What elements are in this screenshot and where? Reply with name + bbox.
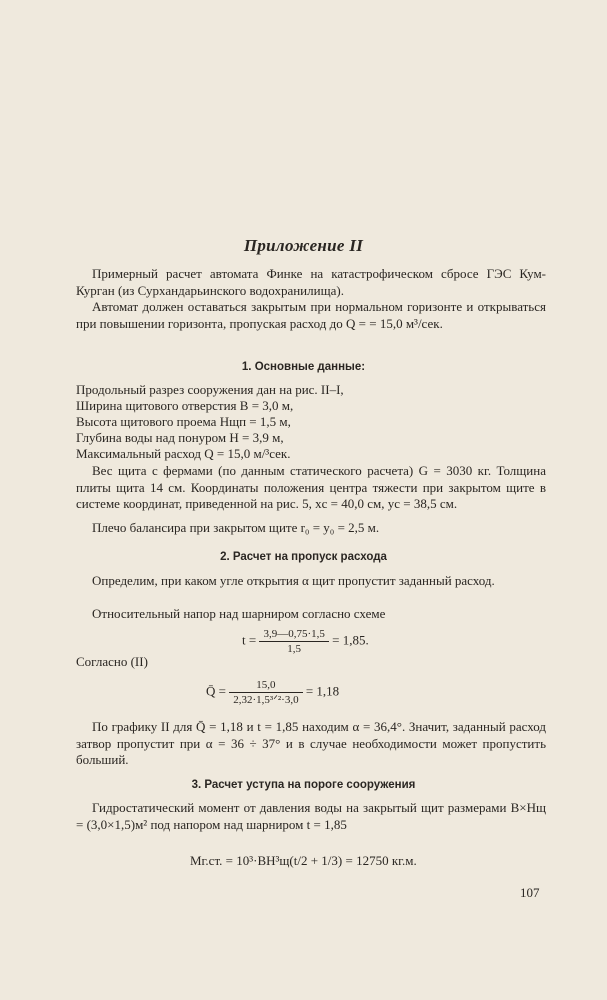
section-2-title: 2. Расчет на пропуск расхода (220, 551, 387, 563)
data-line-5: Максимальный расход Q = 15,0 м/³сек. (76, 446, 291, 461)
section-2-paragraph-1: Определим, при каком угле открытия α щит пропустит заданный расход. (92, 573, 495, 588)
intro-paragraph-2: Автомат должен оставаться закрытым при нормальном горизонте и открываться при повышении горизонта, пропуская расход до Q = = 15,0 м³/сек. (76, 299, 546, 331)
section-3-paragraph-1: Гидростатический момент от давления воды на закрытый щит размерами B×Hщ = (3,0×1,5)м² под напором над шарниром t = 1,85 (76, 800, 546, 832)
data-line-4: Глубина воды над понуром H = 3,9 м, (76, 430, 284, 445)
data-line-2: Ширина щитового отверстия B = 3,0 м, (76, 398, 294, 413)
formula-1-fraction (259, 627, 328, 656)
appendix-title: Приложение II (243, 236, 364, 255)
section-2-paragraph-4: По графику II для Q̄ = 1,18 и t = 1,85 находим α = 36,4°. Значит, заданный расход затвор пропустит при α = 36 ÷ 37° и в случае необходимости может пропустить больший. (76, 719, 546, 767)
section-1-title: 1. Основные данные: (241, 361, 366, 373)
section-3-title: 3. Расчет уступа на пороге сооружения (191, 779, 416, 791)
formula-hydrostatic-moment: Mг.ст. = 10³·BH³щ(t/2 + 1/3) = 12750 кг.м. (190, 853, 417, 868)
formula-discharge (206, 678, 339, 707)
formula-1-rhs: = 1,85. (332, 632, 369, 648)
formula-1-denominator: 1,5 (287, 643, 302, 655)
formula-2-fraction (229, 678, 302, 707)
formula-1-lhs: t = (242, 632, 257, 648)
formula-1-numerator: 3,9—0,75·1,5 (259, 627, 328, 642)
section-2-paragraph-2: Относительный напор над шарниром согласно схеме (92, 606, 386, 621)
formula-2-lhs: Q̄ = (206, 683, 226, 699)
section-2-paragraph-3: Согласно (II) (76, 654, 148, 669)
page-number: 107 (520, 885, 540, 900)
weight-paragraph: Вес щита с фермами (по данным статического расчета) G = 3030 кг. Толщина плиты щита 14 см. Координаты положения центра тяжести при закрытом щите в системе координат, приведенной на рис. 5, xc = 40,0 см, yc = 38,5 см. (76, 463, 546, 511)
data-line-3: Высота щитового проема Hщп = 1,5 м, (76, 414, 291, 429)
balancer-arm-paragraph: Плечо балансира при закрытом щите r₀ = y₀ = 2,5 м. (92, 520, 380, 535)
intro-paragraph-1: Примерный расчет автомата Финке на катастрофическом сбросе ГЭС Кум-Курган (из Сурхандарьинского водохранилища). (76, 266, 546, 298)
formula-2-rhs: = 1,18 (305, 683, 340, 699)
formula-2-numerator: 15,0 (229, 678, 302, 693)
formula-relative-head (242, 627, 369, 656)
data-line-1: Продольный разрез сооружения дан на рис. II–I, (76, 382, 344, 397)
formula-2-denominator: 2,32·1,5³ᐟ²·3,0 (233, 694, 299, 706)
